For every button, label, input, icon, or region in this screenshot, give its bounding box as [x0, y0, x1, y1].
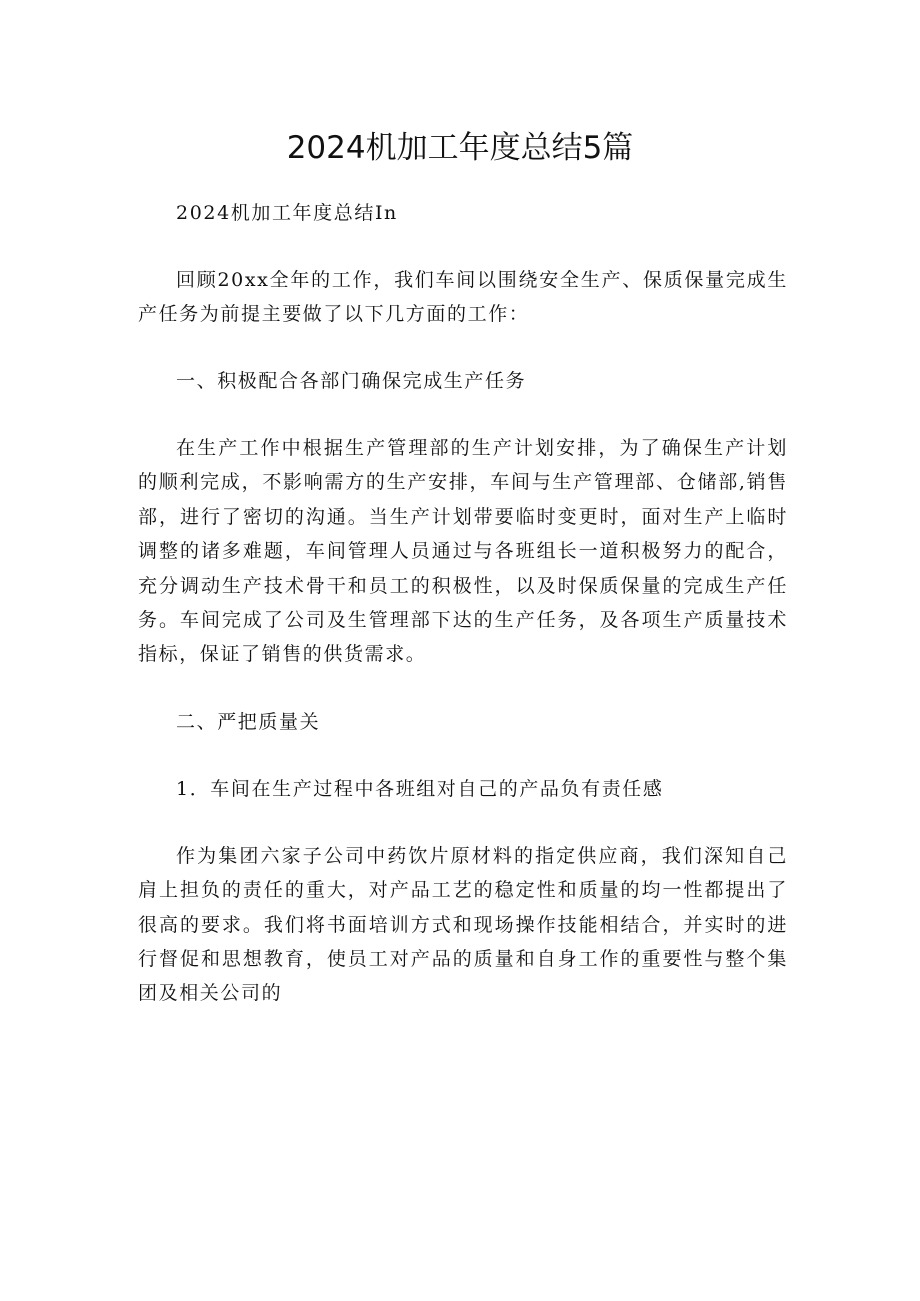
document-body	[138, 196, 788, 1044]
paragraph-production: 在生产工作中根据生产管理部的生产计划安排，为了确保生产计划的顺利完成，不影响需方的生产安排，车间与生产管理部、仓储部,销售部，进行了密切的沟通。当生产计划带要临时变更时，面对生产上临时调整的诸多难题，车间管理人员通过与各班组长一道积极努力的配合，充分调动生产技术骨干和员工的积极性，以及时保质保量的完成生产任务。车间完成了公司及生管理部下达的生产任务，及各项生产质量技术指标，保证了销售的供货需求。	[138, 437, 788, 666]
section-heading-1: 一、积极配合各部门确保完成生产任务	[176, 370, 527, 392]
document-title: 2024机加工年度总结5篇	[286, 130, 634, 166]
subsection-heading-1: 1．车间在生产过程中各班组对自己的产品负有责任感	[176, 777, 664, 800]
paragraph-review: 回顾20xx全年的工作，我们车间以围绕安全生产、保质保量完成生产任务为前提主要做了以下几方面的工作：	[138, 269, 788, 325]
paragraph-quality: 作为集团六家子公司中药饮片原材料的指定供应商，我们深知自己肩上担负的责任的重大，对产品工艺的稳定性和质量的均一性都提出了很高的要求。我们将书面培训方式和现场操作技能相结合，并实时的进行督促和思想教育，使员工对产品的质量和自身工作的重要性与整个集团及相关公司的	[138, 844, 788, 1005]
section-heading-2: 二、严把质量关	[176, 710, 321, 733]
document-subtitle: 2024机加工年度总结In	[176, 202, 398, 224]
